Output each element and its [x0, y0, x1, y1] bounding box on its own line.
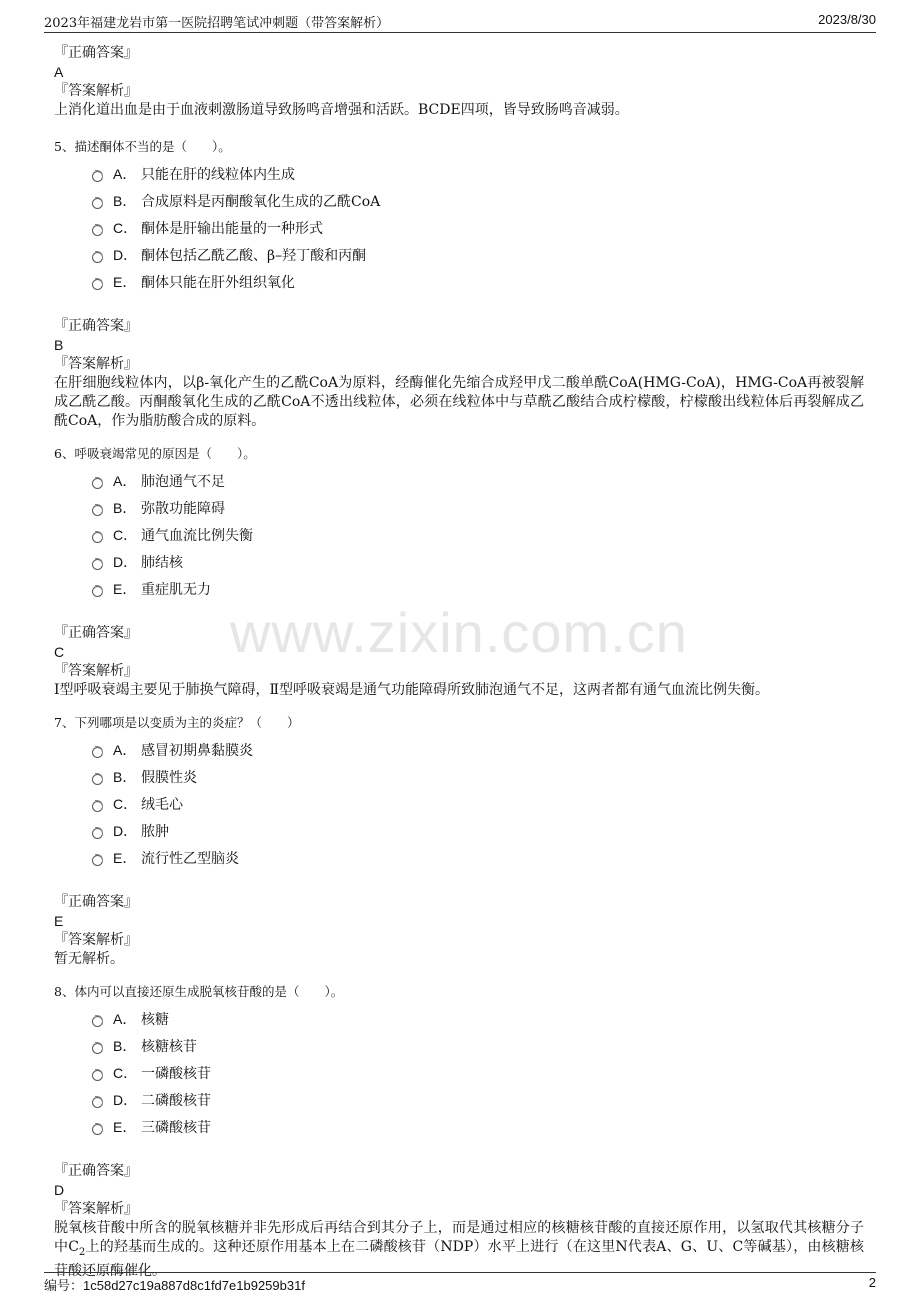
- option-c[interactable]: C． 酮体是肝输出能量的一种形式: [92, 214, 864, 241]
- radio-icon[interactable]: [92, 1070, 103, 1081]
- radio-icon[interactable]: [92, 1097, 103, 1108]
- radio-icon[interactable]: [92, 1043, 103, 1054]
- answer-block-4: [54, 44, 864, 120]
- answer-label: 『正确答案』: [54, 318, 138, 334]
- analysis-label: 『答案解析』: [54, 1201, 138, 1217]
- answer-value: D: [54, 1182, 65, 1198]
- page-content: [54, 44, 864, 1281]
- option-d[interactable]: D． 脓肿: [92, 817, 864, 844]
- answer-value: A: [54, 64, 64, 80]
- radio-icon[interactable]: [92, 1016, 103, 1027]
- question-stem: 6、呼吸衰竭常见的原因是（ ）。: [54, 446, 256, 461]
- option-a[interactable]: A． 核糖: [92, 1005, 864, 1032]
- option-list: [92, 736, 864, 871]
- answer-value: C: [54, 644, 65, 660]
- option-b[interactable]: B． 合成原料是丙酮酸氧化生成的乙酰CoA: [92, 187, 864, 214]
- document-code: 编号：1c58d27c19a887d8c1fd7e1b9259b31f: [44, 1278, 305, 1293]
- subscript: 2: [78, 1246, 86, 1258]
- option-c[interactable]: C． 通气血流比例失衡: [92, 521, 864, 548]
- option-c[interactable]: C． 绒毛心: [92, 790, 864, 817]
- option-b[interactable]: B． 假膜性炎: [92, 763, 864, 790]
- option-e[interactable]: E． 重症肌无力: [92, 575, 864, 602]
- answer-value: E: [54, 913, 64, 929]
- option-list: [92, 1005, 864, 1140]
- radio-icon[interactable]: [92, 225, 103, 236]
- option-b[interactable]: B． 弥散功能障碍: [92, 494, 864, 521]
- question-8: [54, 983, 864, 1281]
- radio-icon[interactable]: [92, 505, 103, 516]
- option-a[interactable]: A． 只能在肝的线粒体内生成: [92, 160, 864, 187]
- question-stem: 5、描述酮体不当的是（ ）。: [54, 139, 231, 154]
- question-5: [54, 138, 864, 431]
- watermark: www.zixin.com.cn: [230, 601, 688, 664]
- page-header: [44, 12, 876, 33]
- option-c[interactable]: C． 一磷酸核苷: [92, 1059, 864, 1086]
- question-stem: 7、下列哪项是以变质为主的炎症？（ ）: [54, 715, 300, 730]
- document-date: 2023/8/30: [818, 12, 876, 27]
- radio-icon[interactable]: [92, 828, 103, 839]
- analysis-text: 暂无解析。: [54, 951, 124, 967]
- answer-value: B: [54, 337, 64, 353]
- radio-icon[interactable]: [92, 1124, 103, 1135]
- option-d[interactable]: D． 肺结核: [92, 548, 864, 575]
- answer-label: 『正确答案』: [54, 894, 138, 910]
- radio-icon[interactable]: [92, 801, 103, 812]
- radio-icon[interactable]: [92, 559, 103, 570]
- radio-icon[interactable]: [92, 478, 103, 489]
- analysis-label: 『答案解析』: [54, 356, 138, 372]
- analysis-label: 『答案解析』: [54, 932, 138, 948]
- question-stem: 8、体内可以直接还原生成脱氧核苷酸的是（ ）。: [54, 984, 344, 999]
- question-6: [54, 445, 864, 700]
- option-d[interactable]: D． 酮体包括乙酰乙酸、β–羟丁酸和丙酮: [92, 241, 864, 268]
- analysis-text: 脱氧核苷酸中所含的脱氧核糖并非先形成后再结合到其分子上，而是通过相应的核糖核苷酸的直接还原作用，以氢取代其核糖分子中$C_2$上的羟基而生成的。这种还原作用基本上在二磷酸核苷（NDP）水平上进行（在这里N代表A、G、U、C等碱基），由核糖核苷酸还原酶催化。: [54, 1220, 865, 1279]
- option-e[interactable]: E． 三磷酸核苷: [92, 1113, 864, 1140]
- option-b[interactable]: B． 核糖核苷: [92, 1032, 864, 1059]
- analysis-text: 在肝细胞线粒体内，以β-氧化产生的乙酰CoA为原料，经酶催化先缩合成羟甲戊二酸单酰CoA(HMG-CoA)，HMG-CoA再被裂解成乙酰乙酸。丙酮酸氧化生成的乙酰CoA不透出线粒体，必须在线粒体中与草酰乙酸结合成柠檬酸，柠檬酸出线粒体后再裂解成乙酰CoA，作为脂肪酸合成的原料。: [54, 375, 864, 429]
- option-list: [92, 160, 864, 295]
- document-title: 2023年福建龙岩市第一医院招聘笔试冲刺题（带答案解析）: [44, 16, 390, 31]
- option-list: [92, 467, 864, 602]
- radio-icon[interactable]: [92, 586, 103, 597]
- analysis-label: 『答案解析』: [54, 83, 138, 99]
- option-e[interactable]: E． 酮体只能在肝外组织氧化: [92, 268, 864, 295]
- option-a[interactable]: A． 感冒初期鼻黏膜炎: [92, 736, 864, 763]
- question-7: [54, 714, 864, 969]
- radio-icon[interactable]: [92, 252, 103, 263]
- page-number: 2: [868, 1275, 876, 1290]
- option-d[interactable]: D． 二磷酸核苷: [92, 1086, 864, 1113]
- radio-icon[interactable]: [92, 171, 103, 182]
- analysis-label: 『答案解析』: [54, 663, 138, 679]
- answer-label: 『正确答案』: [54, 625, 138, 641]
- radio-icon[interactable]: [92, 198, 103, 209]
- radio-icon[interactable]: [92, 855, 103, 866]
- answer-label: 『正确答案』: [54, 1163, 138, 1179]
- option-a[interactable]: A． 肺泡通气不足: [92, 467, 864, 494]
- analysis-text: 上消化道出血是由于血液刺激肠道导致肠鸣音增强和活跃。BCDE四项，皆导致肠鸣音减弱。: [54, 102, 629, 118]
- analysis-text: Ⅰ型呼吸衰竭主要见于肺换气障碍，Ⅱ型呼吸衰竭是通气功能障碍所致肺泡通气不足，这两者都有通气血流比例失衡。: [54, 682, 770, 698]
- radio-icon[interactable]: [92, 279, 103, 290]
- radio-icon[interactable]: [92, 774, 103, 785]
- answer-label: 『正确答案』: [54, 45, 138, 61]
- option-e[interactable]: E． 流行性乙型脑炎: [92, 844, 864, 871]
- radio-icon[interactable]: [92, 532, 103, 543]
- radio-icon[interactable]: [92, 747, 103, 758]
- page-footer: [44, 1272, 876, 1295]
